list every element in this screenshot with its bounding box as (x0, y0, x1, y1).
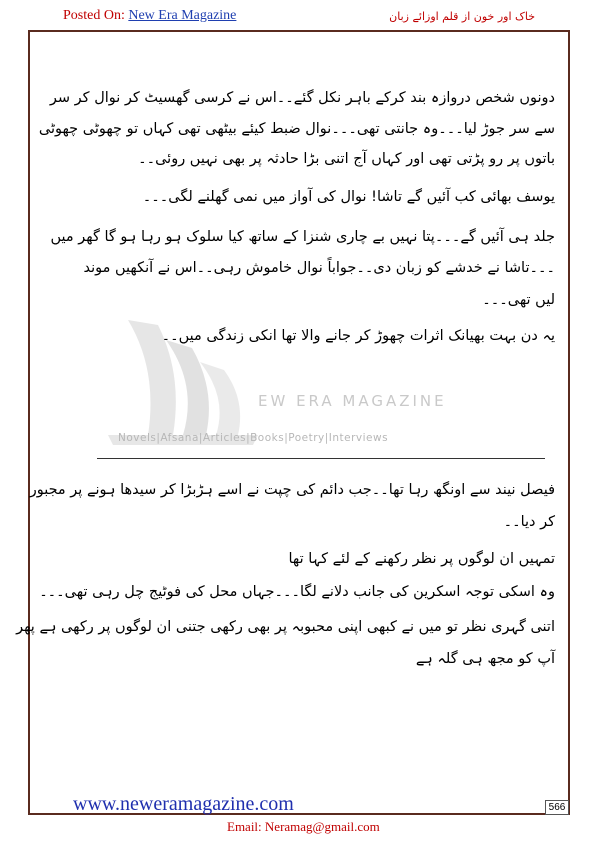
text-line: باتوں پر رو پڑتی تھی اور کہاں آج اتنی بڑا حادثہ پر بھی نہیں روئی۔۔ (138, 151, 555, 167)
footer-email: Email: Neramag@gmail.com (227, 819, 380, 834)
magazine-link[interactable]: New Era Magazine (128, 8, 237, 23)
website-link[interactable]: www.neweramagazine.com (73, 793, 294, 815)
watermark-brand: EW ERA MAGAZINE (258, 392, 447, 410)
text-line: لیں تھی۔۔۔ (482, 292, 555, 308)
text-line: اتنی گہری نظر تو میں نے کبھی اپنی محبوبہ پر بھی رکھی جتنی ان لوگوں پر رکھی ہے پھر (16, 619, 555, 635)
section-divider (97, 458, 545, 459)
text-line: یہ دن بہت بھیانک اثرات چھوڑ کر جانے والا تھا انکی زندگی میں۔۔ (161, 328, 555, 344)
text-line: دونوں شخص دروازہ بند کرکے باہر نکل گئے۔۔اس نے کرسی گھسیٹ کر نوال کر سر (49, 90, 555, 106)
text-line: جلد ہی آئیں گے۔۔۔پتا نہیں بے چاری شنزا کے ساتھ کیا سلوک ہو رہا ہو گا گھر میں (50, 229, 555, 245)
posted-on-header (63, 8, 236, 24)
posted-on-label: Posted On: (63, 8, 125, 23)
text-line: ۔۔۔تاشا نے خدشے کو زبان دی۔۔جواباً نوال خاموش رہی۔۔اس نے آنکھیں موند (83, 260, 555, 276)
text-line: یوسف بھائی کب آئیں گے تاشا! نوال کی آواز میں نمی گھلنے لگی۔۔۔ (142, 189, 555, 205)
watermark-logo-icon (88, 300, 508, 450)
text-line: وہ اسکی توجہ اسکرین کی جانب دلانے لگا۔۔۔جہاں محل کی فوٹیج چل رہی تھی۔۔۔ (39, 584, 555, 600)
page-number: 566 (545, 800, 569, 815)
text-line: تمہیں ان لوگوں پر نظر رکھنے کے لئے کہا تھا (288, 551, 555, 567)
text-line: سے سر جوڑ لیا۔۔۔وہ جانتی تھی۔۔۔نوال ضبط کیئے بیٹھی تھی کہاں تو چھوٹی چھوٹی (38, 121, 555, 137)
text-line: کر دیا۔۔ (503, 514, 555, 530)
novel-title: خاک اور خون از قلم اوزائے زبان (389, 10, 535, 23)
text-line: فیصل نیند سے اونگھ رہا تھا۔۔جب دائم کی چپت نے اسے ہڑبڑا کر سیدھا ہونے پر مجبور (29, 482, 555, 498)
watermark-tagline: Novels|Afsana|Articles|Books|Poetry|Interviews (118, 432, 389, 444)
text-line: آپ کو مجھ ہی گلہ ہے (415, 651, 555, 667)
